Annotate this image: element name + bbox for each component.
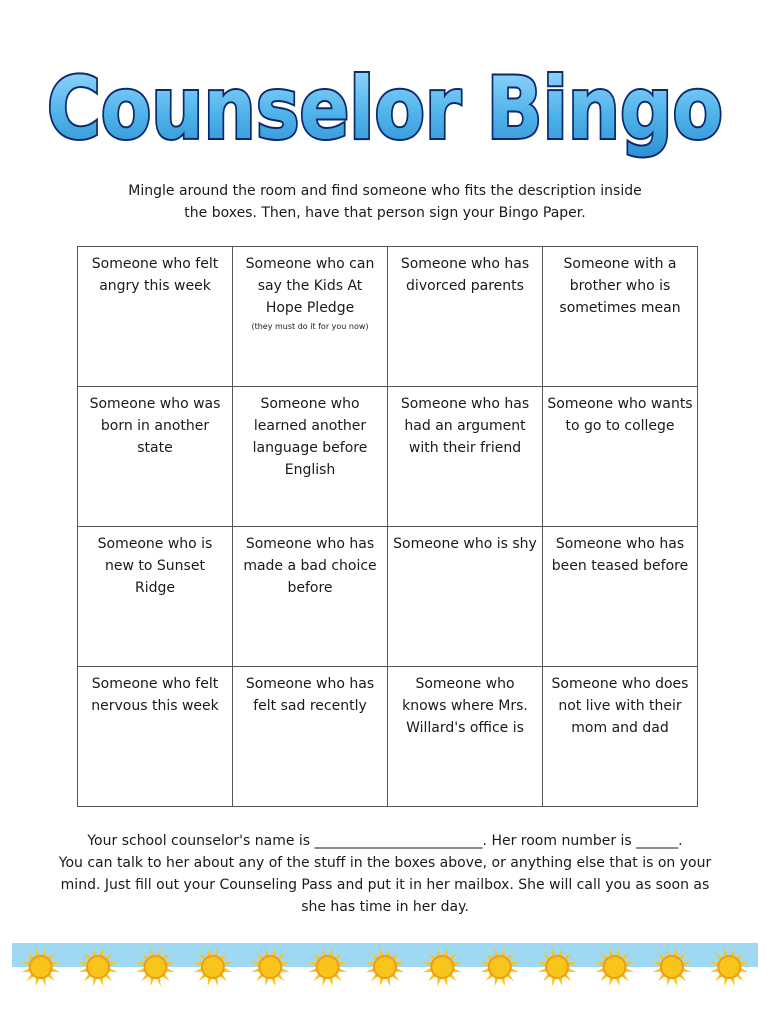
bingo-square-text: Someone who wants [547, 396, 693, 412]
bingo-square-text: Someone who was [89, 396, 221, 412]
bingo-square-text: made a bad choice [243, 558, 377, 574]
instructions [90, 180, 680, 224]
bingo-row [78, 247, 698, 387]
bingo-square-text: learned another [253, 418, 367, 434]
bingo-square[interactable] [78, 667, 233, 807]
bingo-square-text: Someone who is shy [393, 536, 537, 552]
bingo-square[interactable] [233, 667, 388, 807]
bingo-square-text: Someone who has [400, 256, 530, 272]
counselor-info-line: she has time in her day. [301, 899, 469, 915]
sun-border [12, 943, 758, 967]
bingo-square-text: with their friend [408, 440, 522, 456]
bingo-square-text: knows where Mrs. [402, 698, 528, 714]
bingo-square-text: state [137, 440, 173, 456]
bingo-square-text: not live with their [558, 698, 682, 714]
bingo-square[interactable] [543, 247, 698, 387]
bingo-row [78, 387, 698, 527]
bingo-square-text: language before [252, 440, 368, 456]
bingo-square[interactable] [233, 527, 388, 667]
bingo-square-text: been teased before [551, 558, 689, 574]
bingo-square[interactable] [543, 667, 698, 807]
bingo-square-text: English [284, 462, 336, 478]
bingo-square[interactable] [78, 387, 233, 527]
bingo-square-text: Someone who has [245, 536, 375, 552]
counselor-info-line: Your school counselor's name is ________________________. Her room number is ______. [87, 833, 683, 849]
bingo-row [78, 527, 698, 667]
bingo-square-text: new to Sunset [105, 558, 205, 574]
bingo-square[interactable] [543, 527, 698, 667]
bingo-square-text: angry this week [99, 278, 211, 294]
bingo-square-text: divorced parents [406, 278, 524, 294]
bingo-row [78, 667, 698, 807]
instructions-line: the boxes. Then, have that person sign your Bingo Paper. [184, 205, 586, 221]
bingo-square-text: mom and dad [571, 720, 669, 736]
instructions-line: Mingle around the room and find someone who fits the description inside [128, 183, 642, 199]
bingo-square[interactable] [388, 387, 543, 527]
bingo-square-text: Willard's office is [406, 720, 524, 736]
bingo-square-text: Someone who felt [91, 256, 219, 272]
bingo-square-text: sometimes mean [559, 300, 681, 316]
bingo-square-text: felt sad recently [253, 698, 367, 714]
page-title [40, 50, 730, 160]
bingo-square-text: before [287, 580, 333, 596]
bingo-square[interactable] [233, 247, 388, 387]
bingo-square-text: Someone who [260, 396, 360, 412]
bingo-square-text: Someone who has [400, 396, 530, 412]
bingo-square[interactable] [388, 527, 543, 667]
bingo-square[interactable] [388, 247, 543, 387]
bingo-square-text: Someone who does [551, 676, 689, 692]
bingo-square-text: had an argument [404, 418, 526, 434]
bingo-square-note: (they must do it for you now) [251, 322, 369, 331]
sun-border-graphic [12, 943, 758, 967]
bingo-square-text: Someone who has [555, 536, 685, 552]
bingo-square-text: nervous this week [91, 698, 219, 714]
bingo-square-text: to go to college [565, 418, 675, 434]
bingo-square-text: brother who is [569, 278, 671, 294]
counselor-info-line: You can talk to her about any of the stuff in the boxes above, or anything else that is on your [58, 855, 712, 871]
counselor-info [40, 830, 730, 918]
bingo-square-text: Someone who [415, 676, 515, 692]
bingo-square-text: Someone who can [245, 256, 375, 272]
bingo-square-text: Ridge [134, 580, 175, 596]
bingo-square[interactable] [388, 667, 543, 807]
bingo-square-text: Someone who has [245, 676, 375, 692]
bingo-square[interactable] [78, 527, 233, 667]
bingo-square-text: say the Kids At [257, 278, 363, 294]
bingo-square-text: Someone with a [563, 256, 677, 272]
title-graphic [40, 50, 730, 160]
bingo-square-text: Someone who felt [91, 676, 219, 692]
title-text: Counselor Bingo [47, 59, 723, 159]
bingo-square[interactable] [78, 247, 233, 387]
bingo-square[interactable] [233, 387, 388, 527]
bingo-grid [77, 246, 698, 807]
bingo-square-text: Hope Pledge [265, 300, 355, 316]
counselor-info-line: mind. Just fill out your Counseling Pass and put it in her mailbox. She will call you as soon as [60, 877, 710, 893]
bingo-square[interactable] [543, 387, 698, 527]
bingo-square-text: Someone who is [97, 536, 213, 552]
bingo-square-text: born in another [100, 418, 210, 434]
